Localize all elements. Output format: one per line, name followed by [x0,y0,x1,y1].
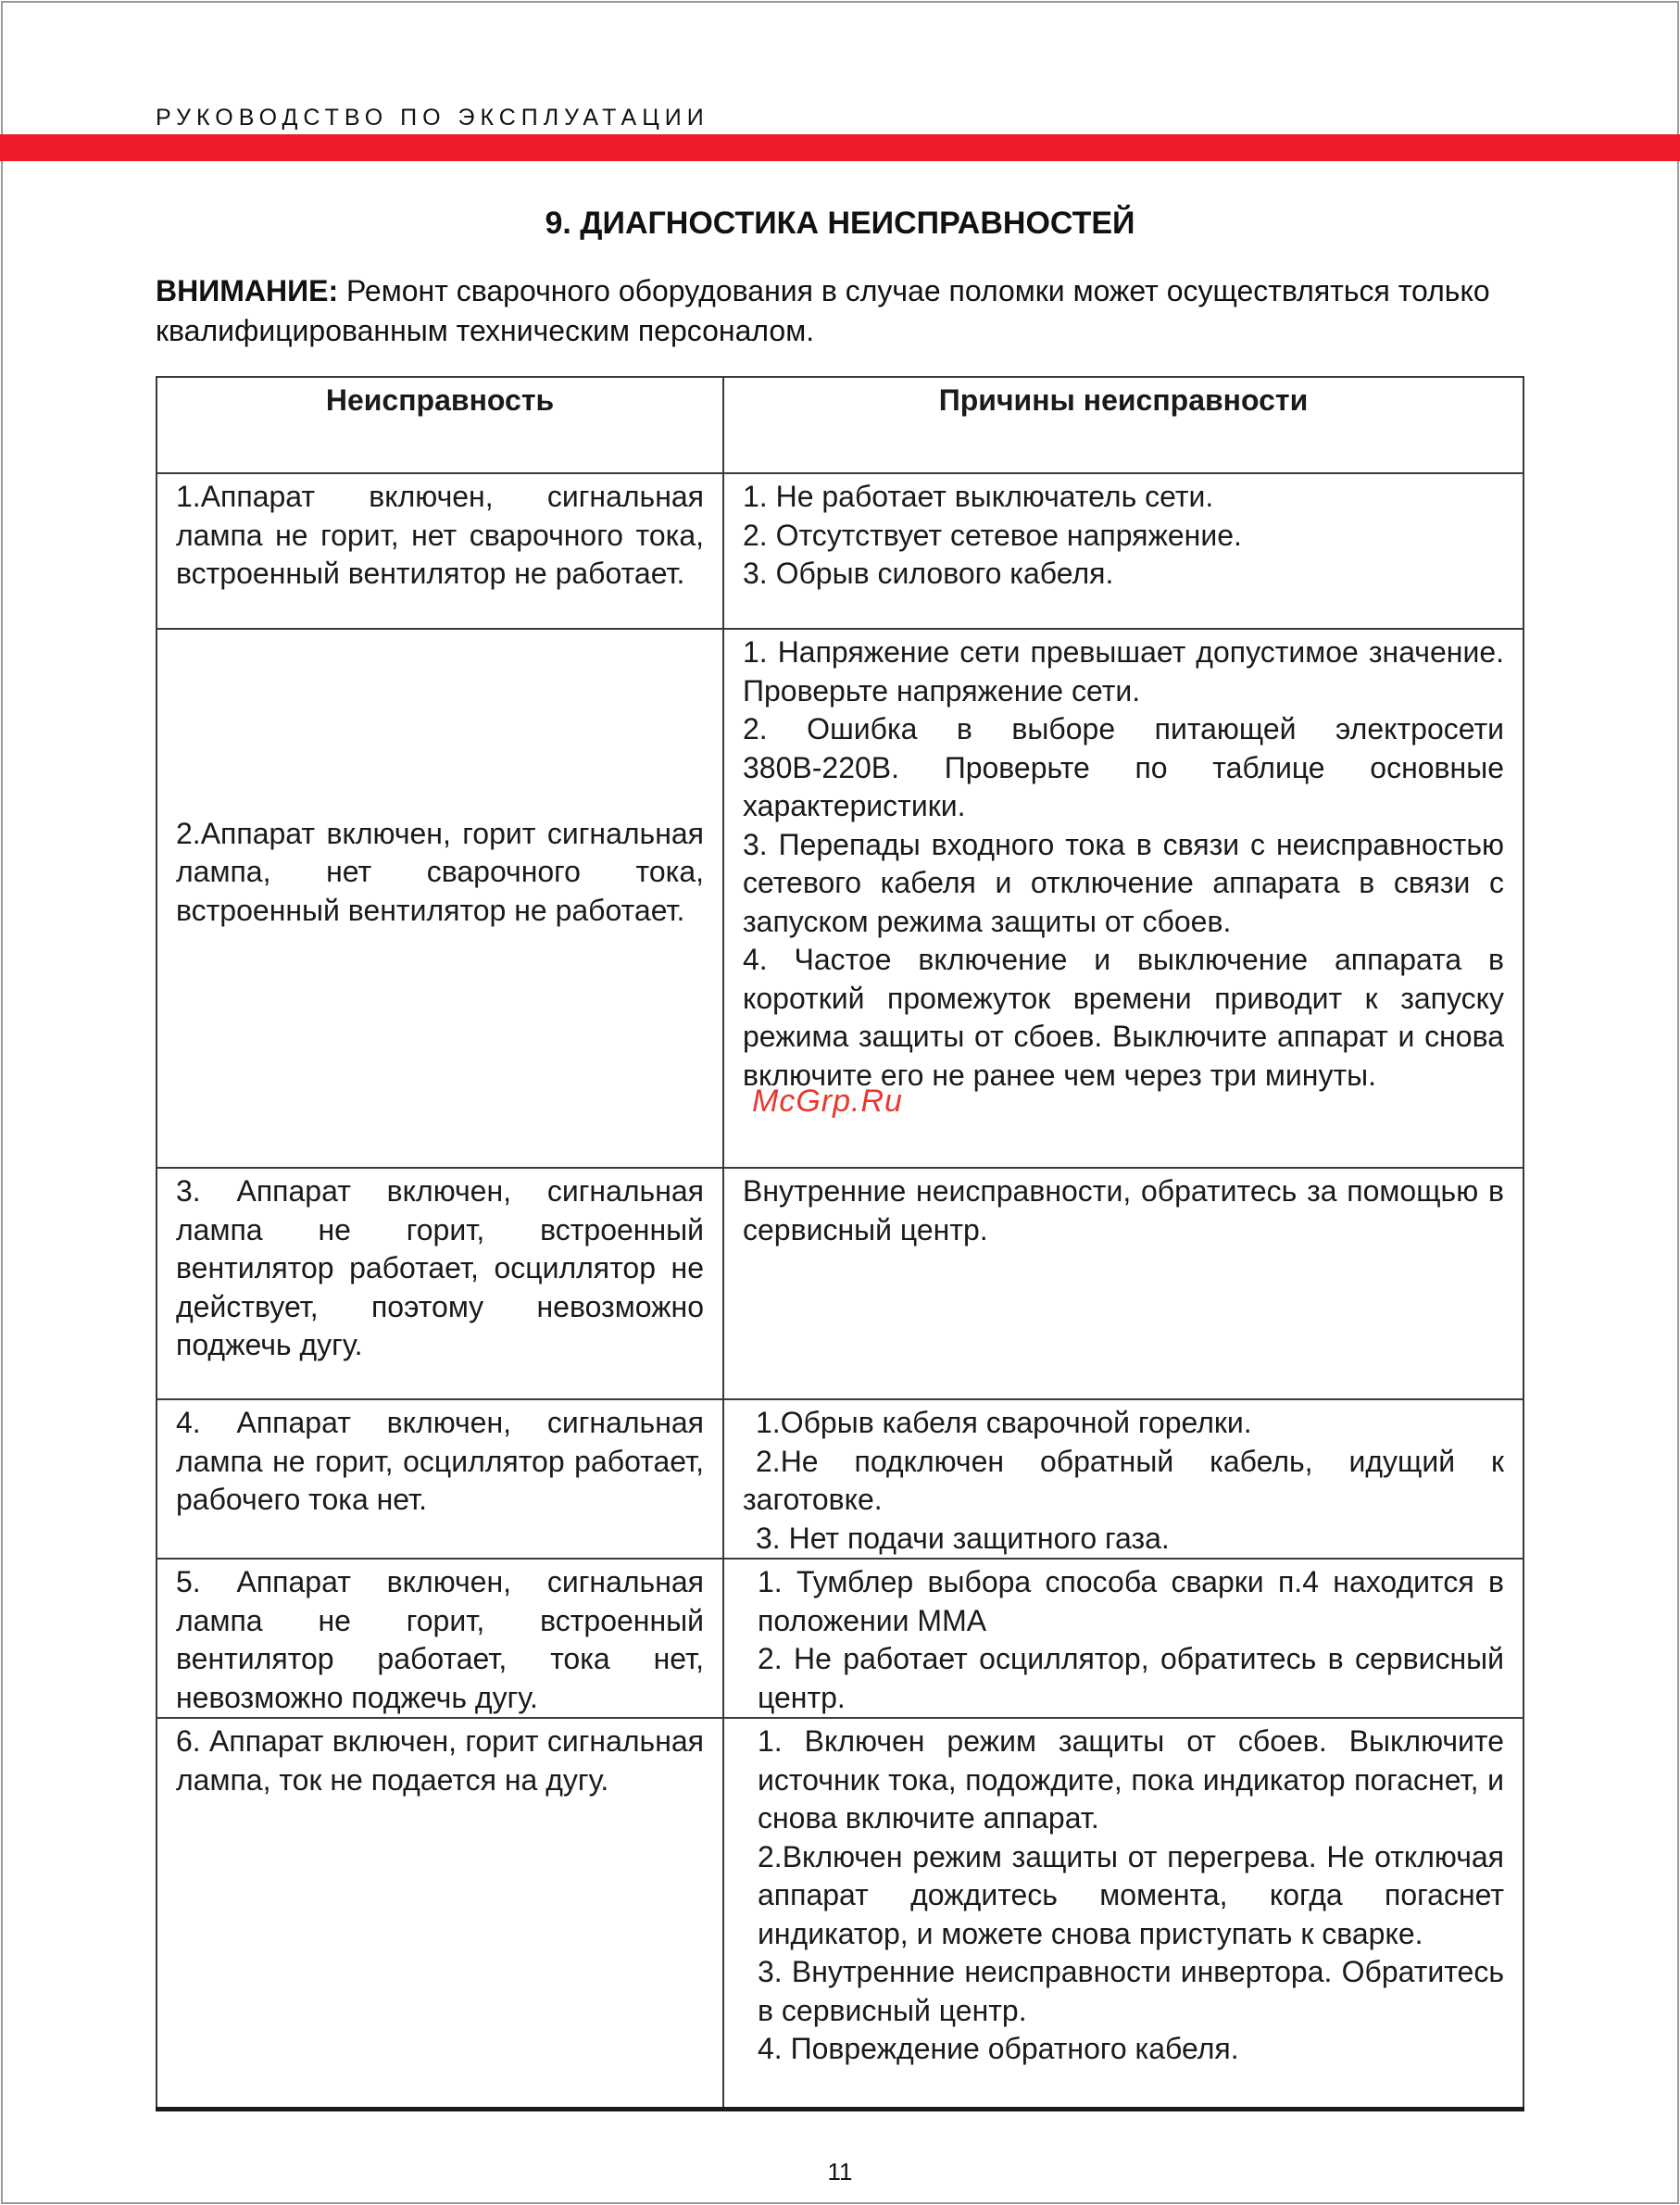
cause-item: 1. Напряжение сети превышает допустимое значение. Проверьте напряжение сети. [743,635,1504,708]
cause-item: 3. Нет подачи защитного газа. [756,1521,1170,1555]
fault-cell [157,629,723,1168]
cause-cell [723,1168,1523,1399]
cause-item: 2. Отсутствует сетевое напряжение. [743,518,1242,552]
cause-item: 2.Включен режим защиты от перегрева. Не отключая аппарат дождитесь момента, когда погаснет индикатор, и можете снова приступать к сварке. [758,1839,1504,1950]
cause-item: 4. Повреждение обратного кабеля. [758,2032,1239,2065]
section-title: 9. ДИАГНОСТИКА НЕИСПРАВНОСТЕЙ [545,206,1135,241]
cause-item: 2. Не работает осциллятор, обратитесь в сервисный центр. [758,1642,1504,1714]
cause-cell [723,1559,1523,1718]
cause-item: 3. Обрыв силового кабеля. [743,557,1114,590]
cause-cell [723,1399,1523,1559]
cause-item: 1. Не работает выключатель сети. [743,480,1214,513]
column-header-fault: Неисправность [157,377,723,473]
cause-item: 2. Ошибка в выборе питающей электросети 380В-220В. Проверьте по таблице основные характеристики. [743,712,1504,822]
fault-text: 2.Аппарат включен, горит сигнальная лампа, нет сварочного тока, встроенный вентилятор не работает. [176,816,704,927]
cause-item: 3. Перепады входного тока в связи с неисправностью сетевого кабеля и отключение аппарата в связи с запуском режима защиты от сбоев. [743,827,1504,938]
fault-table [156,376,1524,2111]
header-red-band [0,134,1680,161]
cause-item: 1.Обрыв кабеля сварочной горелки. [756,1406,1252,1439]
cause-item: Внутренние неисправности, обратитесь за помощью в сервисный центр. [743,1174,1504,1247]
watermark: McGrp.Ru [752,1084,903,1119]
table-row [157,1559,1523,1718]
cause-item: 1. Включен режим защиты от сбоев. Выключите источник тока, подождите, пока индикатор погаснет, и снова включите аппарат. [758,1724,1504,1835]
table-row [157,1168,1523,1399]
fault-cell: 6. Аппарат включен, горит сигнальная лампа, ток не подается на дугу. [157,1718,723,2109]
warning-text: Ремонт сварочного оборудования в случае поломки может осуществляться только квалифицированным техническим персоналом. [156,274,1490,347]
fault-cell: 5. Аппарат включен, сигнальная лампа не горит, встроенный вентилятор работает, тока нет, невозможно поджечь дугу. [157,1559,723,1718]
cause-cell [723,1718,1523,2109]
cause-item: 4. Частое включение и выключение аппарата в короткий промежуток времени приводит к запуску режима защиты от сбоев. Выключите аппарат и снова включите его не ранее чем через три минуты. [743,943,1504,1092]
page-number: 11 [827,2158,853,2186]
cause-item: 3. Внутренние неисправности инвертора. Обратитесь в сервисный центр. [758,1955,1504,2027]
fault-cell: 1.Аппарат включен, сигнальная лампа не горит, нет сварочного тока, встроенный вентилятор не работает. [157,473,723,629]
cause-item: 2.Не подключен обратный кабель, идущий к заготовке. [743,1444,1504,1516]
cause-item: 1. Тумблер выбора способа сварки п.4 находится в положении ММА [758,1565,1504,1637]
warning-paragraph [156,271,1526,351]
column-header-cause: Причины неисправности [723,377,1523,473]
table-row [157,473,1523,629]
fault-cell: 4. Аппарат включен, сигнальная лампа не горит, осциллятор работает, рабочего тока нет. [157,1399,723,1559]
running-header: РУКОВОДСТВО ПО ЭКСПЛУАТАЦИИ [156,105,709,131]
table-header-row [157,377,1523,473]
table-row [157,1399,1523,1559]
cause-cell [723,473,1523,629]
fault-cell: 3. Аппарат включен, сигнальная лампа не горит, встроенный вентилятор работает, осциллятор не действует, поэтому невозможно поджечь дугу. [157,1168,723,1399]
table-row [157,1718,1523,2109]
warning-label: ВНИМАНИЕ: [156,274,339,307]
